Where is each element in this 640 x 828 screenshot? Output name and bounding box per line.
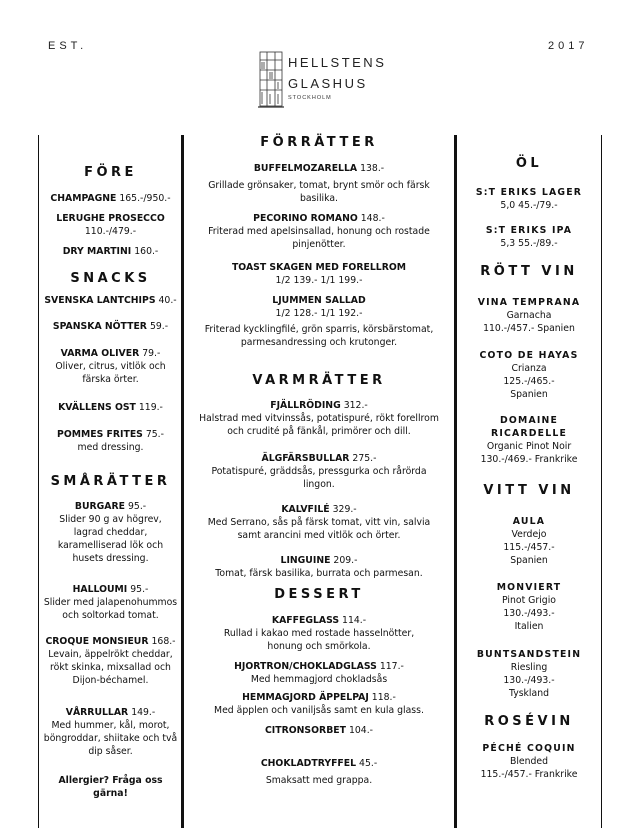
menu-item-detail: Halstrad med vitvinssås, potatispuré, rökt forellrom [199, 413, 439, 424]
menu-item-allergier-fra-ga-oss [40, 774, 181, 800]
menu-item-detail: och soltorkad tomat. [62, 610, 159, 621]
building-logo-icon [258, 50, 284, 108]
menu-item-name: ÄLGFÄRSBULLAR [261, 453, 350, 464]
menu-item-detail: pinjenötter. [292, 239, 346, 250]
menu-item-price: 209.- [333, 555, 358, 566]
menu-item-title-line [40, 401, 181, 414]
menu-item-title-line [457, 186, 601, 199]
menu-item-detail: husets dressing. [72, 553, 149, 564]
menu-item-price: 45.- [359, 758, 378, 769]
menu-item-title-line [184, 261, 454, 274]
logo-line-2: GLASHUS [288, 76, 368, 91]
menu-item-detail: samt arancini med vitlök och örter. [237, 530, 401, 541]
section-heading-vitt-vin: VITT VIN [483, 483, 575, 498]
menu-item-title-line [457, 414, 601, 427]
menu-item-name: HJORTRON/CHOKLADGLASS [234, 661, 377, 672]
established-year: 2017 [548, 40, 589, 52]
menu-item-kalvfile [184, 503, 454, 542]
menu-item-name: CHAMPAGNE [50, 193, 117, 204]
menu-item-name: SPANSKA NÖTTER [52, 321, 147, 332]
menu-item-title-line [184, 614, 454, 627]
menu-item-spanska-no-tter [40, 320, 181, 333]
menu-item-name: LERUGHE PROSECCO [56, 213, 165, 224]
menu-item-s-t-eriks-ipa [457, 224, 601, 250]
menu-item-price: 75.- [145, 429, 164, 440]
menu-item-name: FJÄLLRÖDING [270, 400, 341, 411]
menu-item-price: 59.- [149, 321, 169, 332]
menu-item-pecorino-romano [184, 212, 454, 251]
menu-item-domaine [457, 414, 601, 466]
column-divider [601, 135, 602, 828]
menu-item-champagne [40, 192, 181, 205]
menu-item-title-line [40, 320, 181, 333]
menu-item-croque-monsieur [40, 635, 181, 687]
menu-item-detail: 5,3 55.-/89.- [500, 238, 558, 249]
menu-item-a-lgfa-rsbullar [184, 452, 454, 491]
section-heading-fo-re: FÖRE [84, 165, 137, 180]
restaurant-logo [258, 50, 387, 108]
menu-item-detail: 1/2 128.- 1/1 192.- [275, 308, 363, 319]
section-heading-o-l: ÖL [515, 156, 543, 171]
menu-item-detail: Pinot Grigio [502, 595, 556, 606]
menu-item-toast-skagen-med-forellrom [184, 261, 454, 287]
menu-item-detail: Grillade grönsaker, tomat, brynt smör och färsk [208, 180, 430, 191]
menu-item-title-line [40, 706, 181, 719]
menu-item-detail: 115.-/457.- [503, 542, 555, 553]
menu-item-name: TOAST SKAGEN MED FORELLROM [231, 262, 407, 273]
menu-item-kaffeglass [184, 614, 454, 653]
menu-item-price: 275.- [352, 453, 377, 464]
menu-item-price: 104.- [348, 725, 374, 736]
logo-line-1: HELLSTENS [288, 55, 387, 70]
menu-item-price: 118.- [371, 692, 396, 703]
menu-item-price: 312.- [343, 400, 368, 411]
menu-item-detail: Friterad kycklingfilé, grön sparris, körsbärstomat, [204, 324, 434, 335]
menu-item-title-line [457, 742, 601, 755]
menu-item-detail: 110.-/479.- [84, 226, 137, 237]
menu-item-detail: Tomat, färsk basilika, burrata och parmesan. [215, 568, 423, 579]
menu-item-detail: och crudité på fänkål, primörer och dill. [227, 426, 411, 437]
menu-item-detail: Levain, äppelrökt cheddar, [48, 649, 173, 660]
menu-item-name-continued: RICARDELLE [490, 428, 568, 439]
menu-item-detail: Organic Pinot Noir [486, 441, 572, 452]
menu-item-detail: Tyskland [508, 688, 550, 699]
menu-item-description [184, 323, 454, 349]
menu-item-detail: Med äpplen och vaniljsås samt en kula glass. [214, 705, 424, 716]
menu-item-fja-llro-ding [184, 399, 454, 438]
menu-item-name: COTO DE HAYAS [479, 350, 579, 361]
menu-item-detail: rökt skinka, mixsallad och [50, 662, 171, 673]
menu-item-title-line [457, 349, 601, 362]
menu-item-detail: böngroddar, shiitake och två [43, 733, 178, 744]
menu-item-title-line [40, 212, 181, 225]
menu-item-name: VARMA OLIVER [60, 348, 140, 359]
menu-item-name: PECORINO ROMANO [253, 213, 358, 224]
menu-item-name: BUNTSANDSTEIN [476, 649, 582, 660]
menu-item-detail: 130.-/493.- [503, 608, 555, 619]
menu-item-name: DRY MARTINI [62, 246, 132, 257]
menu-item-detail: Italien [514, 621, 544, 632]
menu-item-name: PÉCHÉ COQUIN [482, 743, 576, 754]
menu-item-title-line [40, 192, 181, 205]
menu-item-price: 117.- [379, 661, 404, 672]
menu-item-description [184, 774, 454, 787]
menu-item-detail: Blended [509, 756, 549, 767]
menu-item-name: LJUMMEN SALLAD [272, 295, 366, 306]
menu-item-aula [457, 515, 601, 567]
menu-item-name: VÅRRULLAR [65, 707, 129, 718]
menu-item-title-line [40, 500, 181, 513]
menu-item-name: Allergier? Fråga oss [58, 775, 163, 786]
menu-item-title-line [40, 428, 181, 441]
menu-item-name: HALLOUMI [72, 584, 128, 595]
menu-item-detail: färska örter. [82, 374, 139, 385]
menu-item-price: 95.- [130, 584, 149, 595]
menu-item-price: 40.- [158, 295, 177, 306]
menu-item-title-line [184, 660, 454, 673]
menu-item-name: HEMMAGJORD ÄPPELPAJ [242, 692, 369, 703]
menu-item-pe-che-coquin [457, 742, 601, 781]
menu-item-detail: Med Serrano, sås på färsk tomat, vitt vin, salvia [207, 517, 431, 528]
menu-item-name: CHOKLADTRYFFEL [260, 758, 357, 769]
menu-item-detail: parmesandressing och krutonger. [240, 337, 398, 348]
menu-item-name: LINGUINE [280, 555, 331, 566]
menu-item-title-line [40, 245, 181, 258]
menu-item-price: 114.- [342, 615, 367, 626]
menu-item-monviert [457, 581, 601, 633]
menu-item-title-line [184, 399, 454, 412]
menu-item-name: KALVFILÉ [281, 504, 330, 515]
menu-item-detail: Smaksatt med grappa. [265, 775, 373, 786]
menu-item-title-line [457, 224, 601, 237]
menu-item-name: AULA [512, 516, 546, 527]
menu-item-description [184, 179, 454, 205]
menu-item-title-line [184, 757, 454, 770]
section-heading-rose-vin: ROSÉVIN [484, 714, 574, 729]
menu-item-name: KAFFEGLASS [271, 615, 340, 626]
menu-item-title-line [40, 347, 181, 360]
established-label: EST. [48, 40, 88, 52]
menu-item-detail: 5,0 45.-/79.- [500, 200, 558, 211]
menu-item-name: DOMAINE [499, 415, 559, 426]
menu-item-detail: Slider med jalapenohummos [43, 597, 178, 608]
menu-item-burgare [40, 500, 181, 565]
menu-item-dry-martini [40, 245, 181, 258]
menu-item-ljummen-sallad [184, 294, 454, 320]
menu-item-title-line [184, 503, 454, 516]
menu-item-price: 119.- [138, 402, 163, 413]
menu-item-name: BUFFELMOZARELLA [253, 163, 358, 174]
menu-item-name: VINA TEMPRANA [477, 297, 581, 308]
menu-item-varma-oliver [40, 347, 181, 386]
menu-item-hjortron-chokladglass [184, 660, 454, 686]
menu-item-s-t-eriks-lager [457, 186, 601, 212]
menu-item-name: S:T ERIKS IPA [485, 225, 573, 236]
menu-item-coto-de-hayas [457, 349, 601, 401]
menu-item-title-line [457, 648, 601, 661]
menu-item-price: 95.- [127, 501, 147, 512]
menu-item-title-line [184, 294, 454, 307]
menu-item-price: 165.-/950.- [119, 193, 171, 204]
menu-item-title-line [184, 554, 454, 567]
menu-item-halloumi [40, 583, 181, 622]
menu-item-detail: 110.-/457.- Spanien [483, 323, 575, 334]
menu-item-detail: Friterad med apelsinsallad, honung och rostade [208, 226, 430, 237]
menu-item-title-line [184, 162, 454, 175]
menu-item-linguine [184, 554, 454, 580]
menu-item-detail: basilika. [299, 193, 339, 204]
menu-item-chokladtryffel [184, 757, 454, 770]
menu-item-lerughe-prosecco [40, 212, 181, 238]
menu-item-detail: 125.-/465.- [503, 376, 555, 387]
menu-item-citronsorbet [184, 724, 454, 737]
menu-item-detail: 130.-/469.- Frankrike [480, 454, 578, 465]
menu-item-name: BURGARE [74, 501, 126, 512]
menu-item-detail: 1/2 139.- 1/1 199.- [275, 275, 363, 286]
menu-item-detail: karamelliserad lök och [57, 540, 164, 551]
menu-item-detail: 130.-/493.- [503, 675, 555, 686]
menu-item-detail: Med hemmagjord chokladsås [250, 674, 388, 685]
section-heading-varmra-tter: VARMRÄTTER [252, 373, 386, 388]
menu-item-detail: Garnacha [506, 310, 552, 321]
menu-item-name: S:T ERIKS LAGER [475, 187, 583, 198]
menu-item-detail: Spanien [510, 389, 548, 400]
menu-item-buntsandstein [457, 648, 601, 700]
section-heading-snacks: SNACKS [70, 271, 151, 286]
menu-item-detail: Spanien [510, 555, 548, 566]
menu-item-title-line [184, 691, 454, 704]
menu-item-pommes-frites [40, 428, 181, 454]
menu-item-title-line [457, 581, 601, 594]
menu-item-title-line [457, 296, 601, 309]
menu-item-va-rrullar [40, 706, 181, 758]
menu-item-detail: honung och smörkola. [267, 641, 371, 652]
menu-item-title-line [40, 635, 181, 648]
menu-item-detail: Dijon-béchamel. [72, 675, 149, 686]
menu-item-price: 79.- [142, 348, 161, 359]
menu-item-detail: lagrad cheddar, [73, 527, 148, 538]
column-divider [38, 135, 39, 828]
menu-item-detail: Med hummer, kål, morot, [51, 720, 170, 731]
menu-item-vina-temprana [457, 296, 601, 335]
menu-item-name: SVENSKA LANTCHIPS [44, 295, 156, 306]
menu-item-title-line [457, 515, 601, 528]
menu-item-detail: Riesling [510, 662, 548, 673]
menu-item-detail: Oliver, citrus, vitlök och [55, 361, 166, 372]
menu-item-detail: lingon. [303, 479, 335, 490]
menu-item-name: CROQUE MONSIEUR [45, 636, 149, 647]
logo-line-3: STOCKHOLM [288, 95, 332, 101]
section-heading-ro-tt-vin: RÖTT VIN [480, 264, 578, 279]
menu-item-title-line [40, 294, 181, 307]
menu-item-detail: Potatispuré, gräddsås, pressgurka och rårörda [211, 466, 427, 477]
menu-item-price: 160.- [134, 246, 159, 257]
menu-item-detail: Crianza [511, 363, 547, 374]
menu-item-detail: Verdejo [511, 529, 547, 540]
menu-item-title-line [40, 583, 181, 596]
menu-item-price: 138.- [360, 163, 385, 174]
menu-item-detail: dip såser. [88, 746, 133, 757]
section-heading-fo-rra-tter: FÖRRÄTTER [260, 135, 378, 150]
section-heading-dessert: DESSERT [274, 587, 364, 602]
menu-item-detail: Rullad i kakao med rostade hasselnötter, [223, 628, 415, 639]
menu-item-detail: 115.-/457.- Frankrike [480, 769, 578, 780]
menu-item-name: CITRONSORBET [264, 725, 346, 736]
menu-item-price: 149.- [131, 707, 156, 718]
menu-item-detail: med dressing. [77, 442, 144, 453]
menu-item-title-line [184, 452, 454, 465]
menu-item-detail: Slider 90 g av högrev, [59, 514, 162, 525]
menu-item-price: 148.- [360, 213, 385, 224]
menu-item-hemmagjord-a-ppelpaj [184, 691, 454, 717]
menu-item-name-continued: gärna! [93, 788, 128, 799]
menu-item-kva-llens-ost [40, 401, 181, 414]
section-heading-sma-ra-tter: SMÅRÄTTER [50, 474, 171, 489]
menu-item-price: 168.- [151, 636, 176, 647]
menu-item-buffelmozarella [184, 162, 454, 175]
menu-item-name: KVÄLLENS OST [58, 402, 136, 413]
menu-item-title-line [40, 774, 181, 787]
menu-item-title-line [184, 212, 454, 225]
menu-item-name: POMMES FRITES [57, 429, 143, 440]
menu-item-svenska-lantchips [40, 294, 181, 307]
menu-item-price: 329.- [332, 504, 357, 515]
menu-item-name: MONVIERT [496, 582, 562, 593]
menu-item-title-line [184, 724, 454, 737]
